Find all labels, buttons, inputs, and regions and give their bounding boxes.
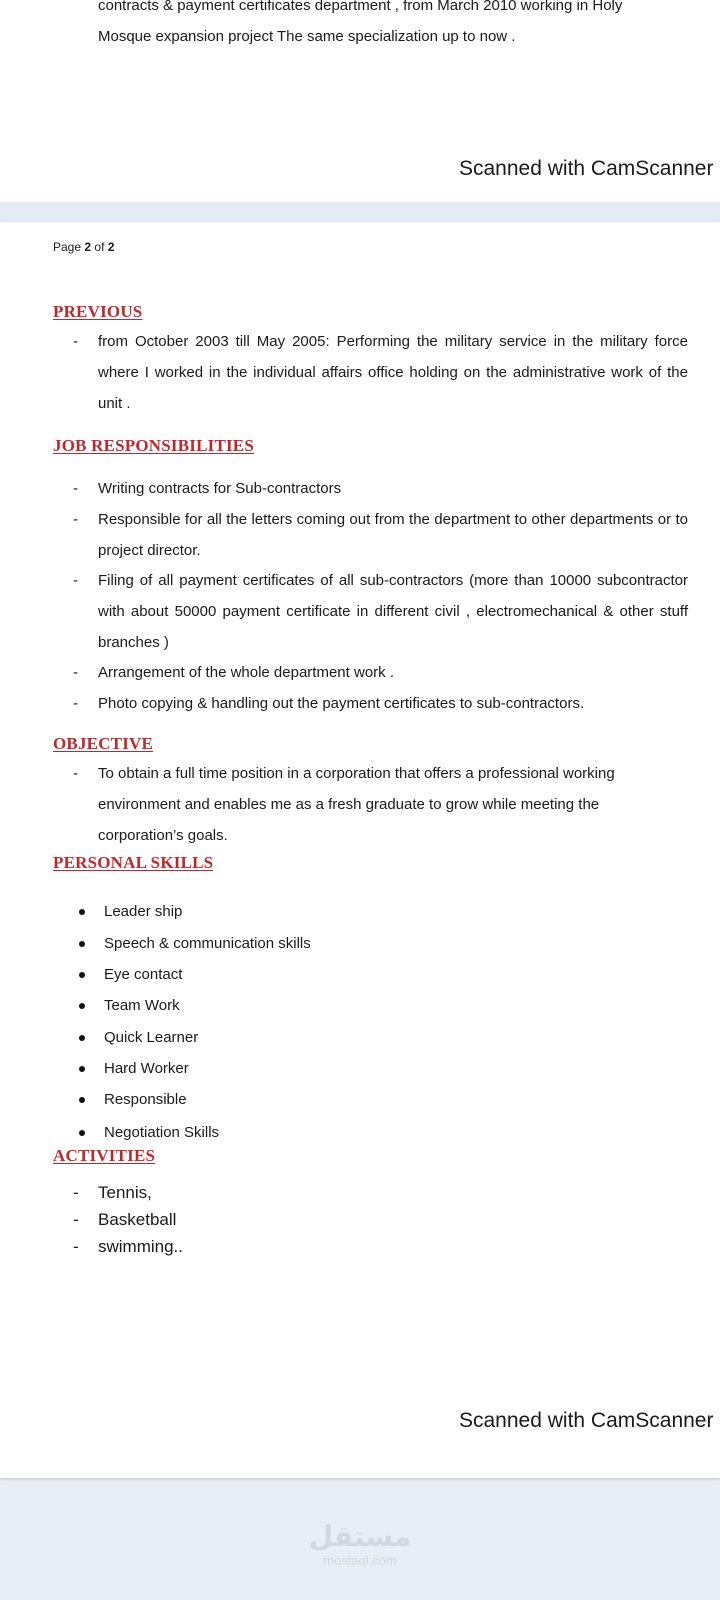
list-dash: -: [73, 333, 78, 350]
activity-item: Basketball: [98, 1210, 177, 1229]
page1-text-line: contracts & payment certificates department , from March 2010 working in Holy: [98, 0, 623, 14]
camscanner-footer: Scanned with CamScanner: [459, 157, 714, 180]
skill-item: Negotiation Skills: [104, 1124, 220, 1141]
camscanner-footer: Scanned with CamScanner: [459, 1409, 714, 1432]
previous-text: from October 2003 till May 2005: Performing the military service in the military force where I worked in the individual affairs office holding on the administrative work of the unit .: [98, 333, 688, 412]
list-dash: -: [73, 765, 78, 782]
job-item: Photo copying & handling out the payment certificates to sub-contractors.: [98, 695, 585, 712]
bullet-icon: [79, 909, 85, 915]
mostaql-watermark-site: mostaql.com: [323, 1553, 397, 1568]
objective-text: To obtain a full time position in a corporation that offers a professional working environment and enables me as a fresh graduate to grow while meeting the corporation’s goals.: [98, 765, 615, 844]
list-dash: -: [73, 664, 78, 681]
page-gap: [0, 202, 720, 222]
bullet-icon: [79, 972, 85, 978]
job-item: Writing contracts for Sub-contractors: [98, 480, 342, 497]
list-dash: -: [73, 1237, 79, 1256]
job-item: Filing of all payment certificates of all sub-contractors (more than 10000 subcontractor with about 50000 payment certificate in different civil , electromechanical & other stuff branches ): [98, 572, 688, 651]
skill-item: Responsible: [104, 1091, 187, 1108]
mostaql-watermark-logo: مستقل: [308, 1520, 412, 1553]
job-item: Arrangement of the whole department work .: [98, 664, 394, 681]
list-dash: -: [73, 480, 78, 497]
skill-item: Hard Worker: [104, 1060, 189, 1077]
list-dash: -: [73, 572, 78, 589]
page-number: Page 2 of 2: [53, 240, 115, 254]
section-heading-activities: ACTIVITIES: [53, 1146, 156, 1165]
activity-item: Tennis,: [98, 1183, 152, 1202]
section-heading-objective: OBJECTIVE: [53, 734, 154, 753]
page1-text-line: Mosque expansion project The same specialization up to now .: [98, 28, 516, 45]
section-heading-previous: PREVIOUS: [53, 302, 143, 321]
skill-item: Leader ship: [104, 903, 183, 920]
job-item: Responsible for all the letters coming out from the department to other departments or to project director.: [98, 511, 688, 559]
skill-item: Speech & communication skills: [104, 935, 311, 952]
skill-item: Quick Learner: [104, 1029, 199, 1046]
activity-item: swimming..: [98, 1237, 184, 1256]
list-dash: -: [73, 1210, 79, 1229]
bullet-icon: [79, 941, 85, 947]
list-dash: -: [73, 695, 78, 712]
list-dash: -: [73, 1183, 79, 1202]
skill-item: Eye contact: [104, 966, 183, 983]
list-dash: -: [73, 511, 78, 528]
section-heading-personal-skills: PERSONAL SKILLS: [53, 853, 214, 872]
bullet-icon: [79, 1130, 85, 1136]
bullet-icon: [79, 1097, 85, 1103]
bullet-icon: [79, 1035, 85, 1041]
document-page-2: [0, 222, 720, 1478]
skill-item: Team Work: [104, 997, 180, 1014]
bullet-icon: [79, 1066, 85, 1072]
section-heading-job-responsibilities: JOB RESPONSIBILITIES: [53, 436, 254, 455]
bullet-icon: [79, 1003, 85, 1009]
document-page-1: [0, 0, 720, 202]
